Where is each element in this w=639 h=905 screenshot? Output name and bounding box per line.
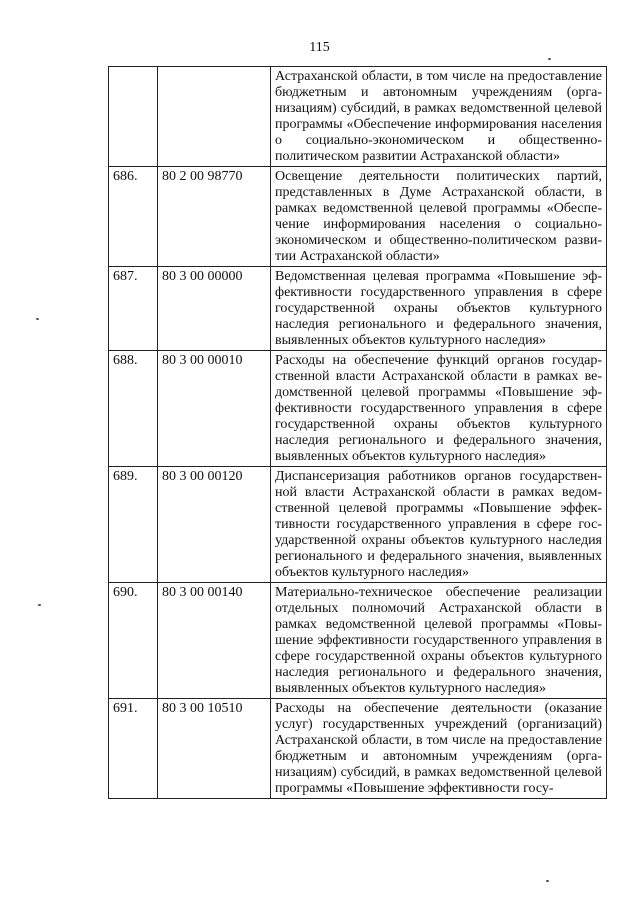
classification-code: 80 3 00 00010 <box>158 351 271 467</box>
row-description: Диспансеризация работников органов государственной власти Астраханской области в рамках ведомственной целевой программы «Повышение эффективности государственного управления в сфере государственной охраны объектов культурного наследия регионального и федерального значения, выявленных объектов культурного наследия» <box>271 467 607 583</box>
table-row <box>109 699 607 799</box>
row-number: 688. <box>109 351 158 467</box>
row-number: 686. <box>109 167 158 267</box>
classification-code: 80 3 00 00000 <box>158 267 271 351</box>
row-description: Освещение деятельности политических партий, представленных в Думе Астраханской области, в рамках ведомственной целевой программы «Обеспечение информирования населения о социально-экономическом и общественно-политическом развитии Астраханской области» <box>271 167 607 267</box>
row-description: Расходы на обеспечение деятельности (оказание услуг) государственных учреждений (организаций) Астраханской области, в том числе на предоставление бюджетным и автономным учреждениям (организациям) субсидий, в рамках ведомственной целевой программы «Повышение эффективности госу- <box>271 699 607 799</box>
table-row <box>109 467 607 583</box>
table-row <box>109 267 607 351</box>
row-number <box>109 67 158 167</box>
classification-code: 80 3 00 00120 <box>158 467 271 583</box>
scan-speck <box>36 318 39 320</box>
row-description: Астраханской области, в том числе на предоставление бюджетным и автономным учреждениям (организациям) субсидий, в рамках ведомственной целевой программы «Обеспечение информирования населения о социально-экономическом и общественно-политическом развитии Астраханской области» <box>271 67 607 167</box>
row-number: 690. <box>109 583 158 699</box>
row-description: Расходы на обеспечение функций органов государственной власти Астраханской области в рамках ведомственной целевой программы «Повышение эффективности государственного управления в сфере государственной охраны объектов культурного наследия регионального и федерального значения, выявленных объектов культурного наследия» <box>271 351 607 467</box>
row-description: Материально-техническое обеспечение реализации отдельных полномочий Астраханской области в рамках ведомственной целевой программы «Повышение эффективности государственного управления в сфере государственной охраны объектов культурного наследия регионального и федерального значения, выявленных объектов культурного наследия» <box>271 583 607 699</box>
row-description: Ведомственная целевая программа «Повышение эффективности государственного управления в сфере государственной охраны объектов культурного наследия регионального и федерального значения, выявленных объектов культурного наследия» <box>271 267 607 351</box>
row-number: 689. <box>109 467 158 583</box>
budget-classification-table <box>108 66 607 799</box>
classification-code <box>158 67 271 167</box>
scan-speck <box>548 58 551 60</box>
table-row <box>109 583 607 699</box>
classification-code: 80 3 00 10510 <box>158 699 271 799</box>
page-number: 115 <box>309 40 330 55</box>
table-row <box>109 167 607 267</box>
row-number: 691. <box>109 699 158 799</box>
scan-speck <box>38 604 41 606</box>
classification-code: 80 3 00 00140 <box>158 583 271 699</box>
row-number: 687. <box>109 267 158 351</box>
scan-speck <box>546 880 549 882</box>
table-row <box>109 351 607 467</box>
table-row <box>109 67 607 167</box>
classification-code: 80 2 00 98770 <box>158 167 271 267</box>
